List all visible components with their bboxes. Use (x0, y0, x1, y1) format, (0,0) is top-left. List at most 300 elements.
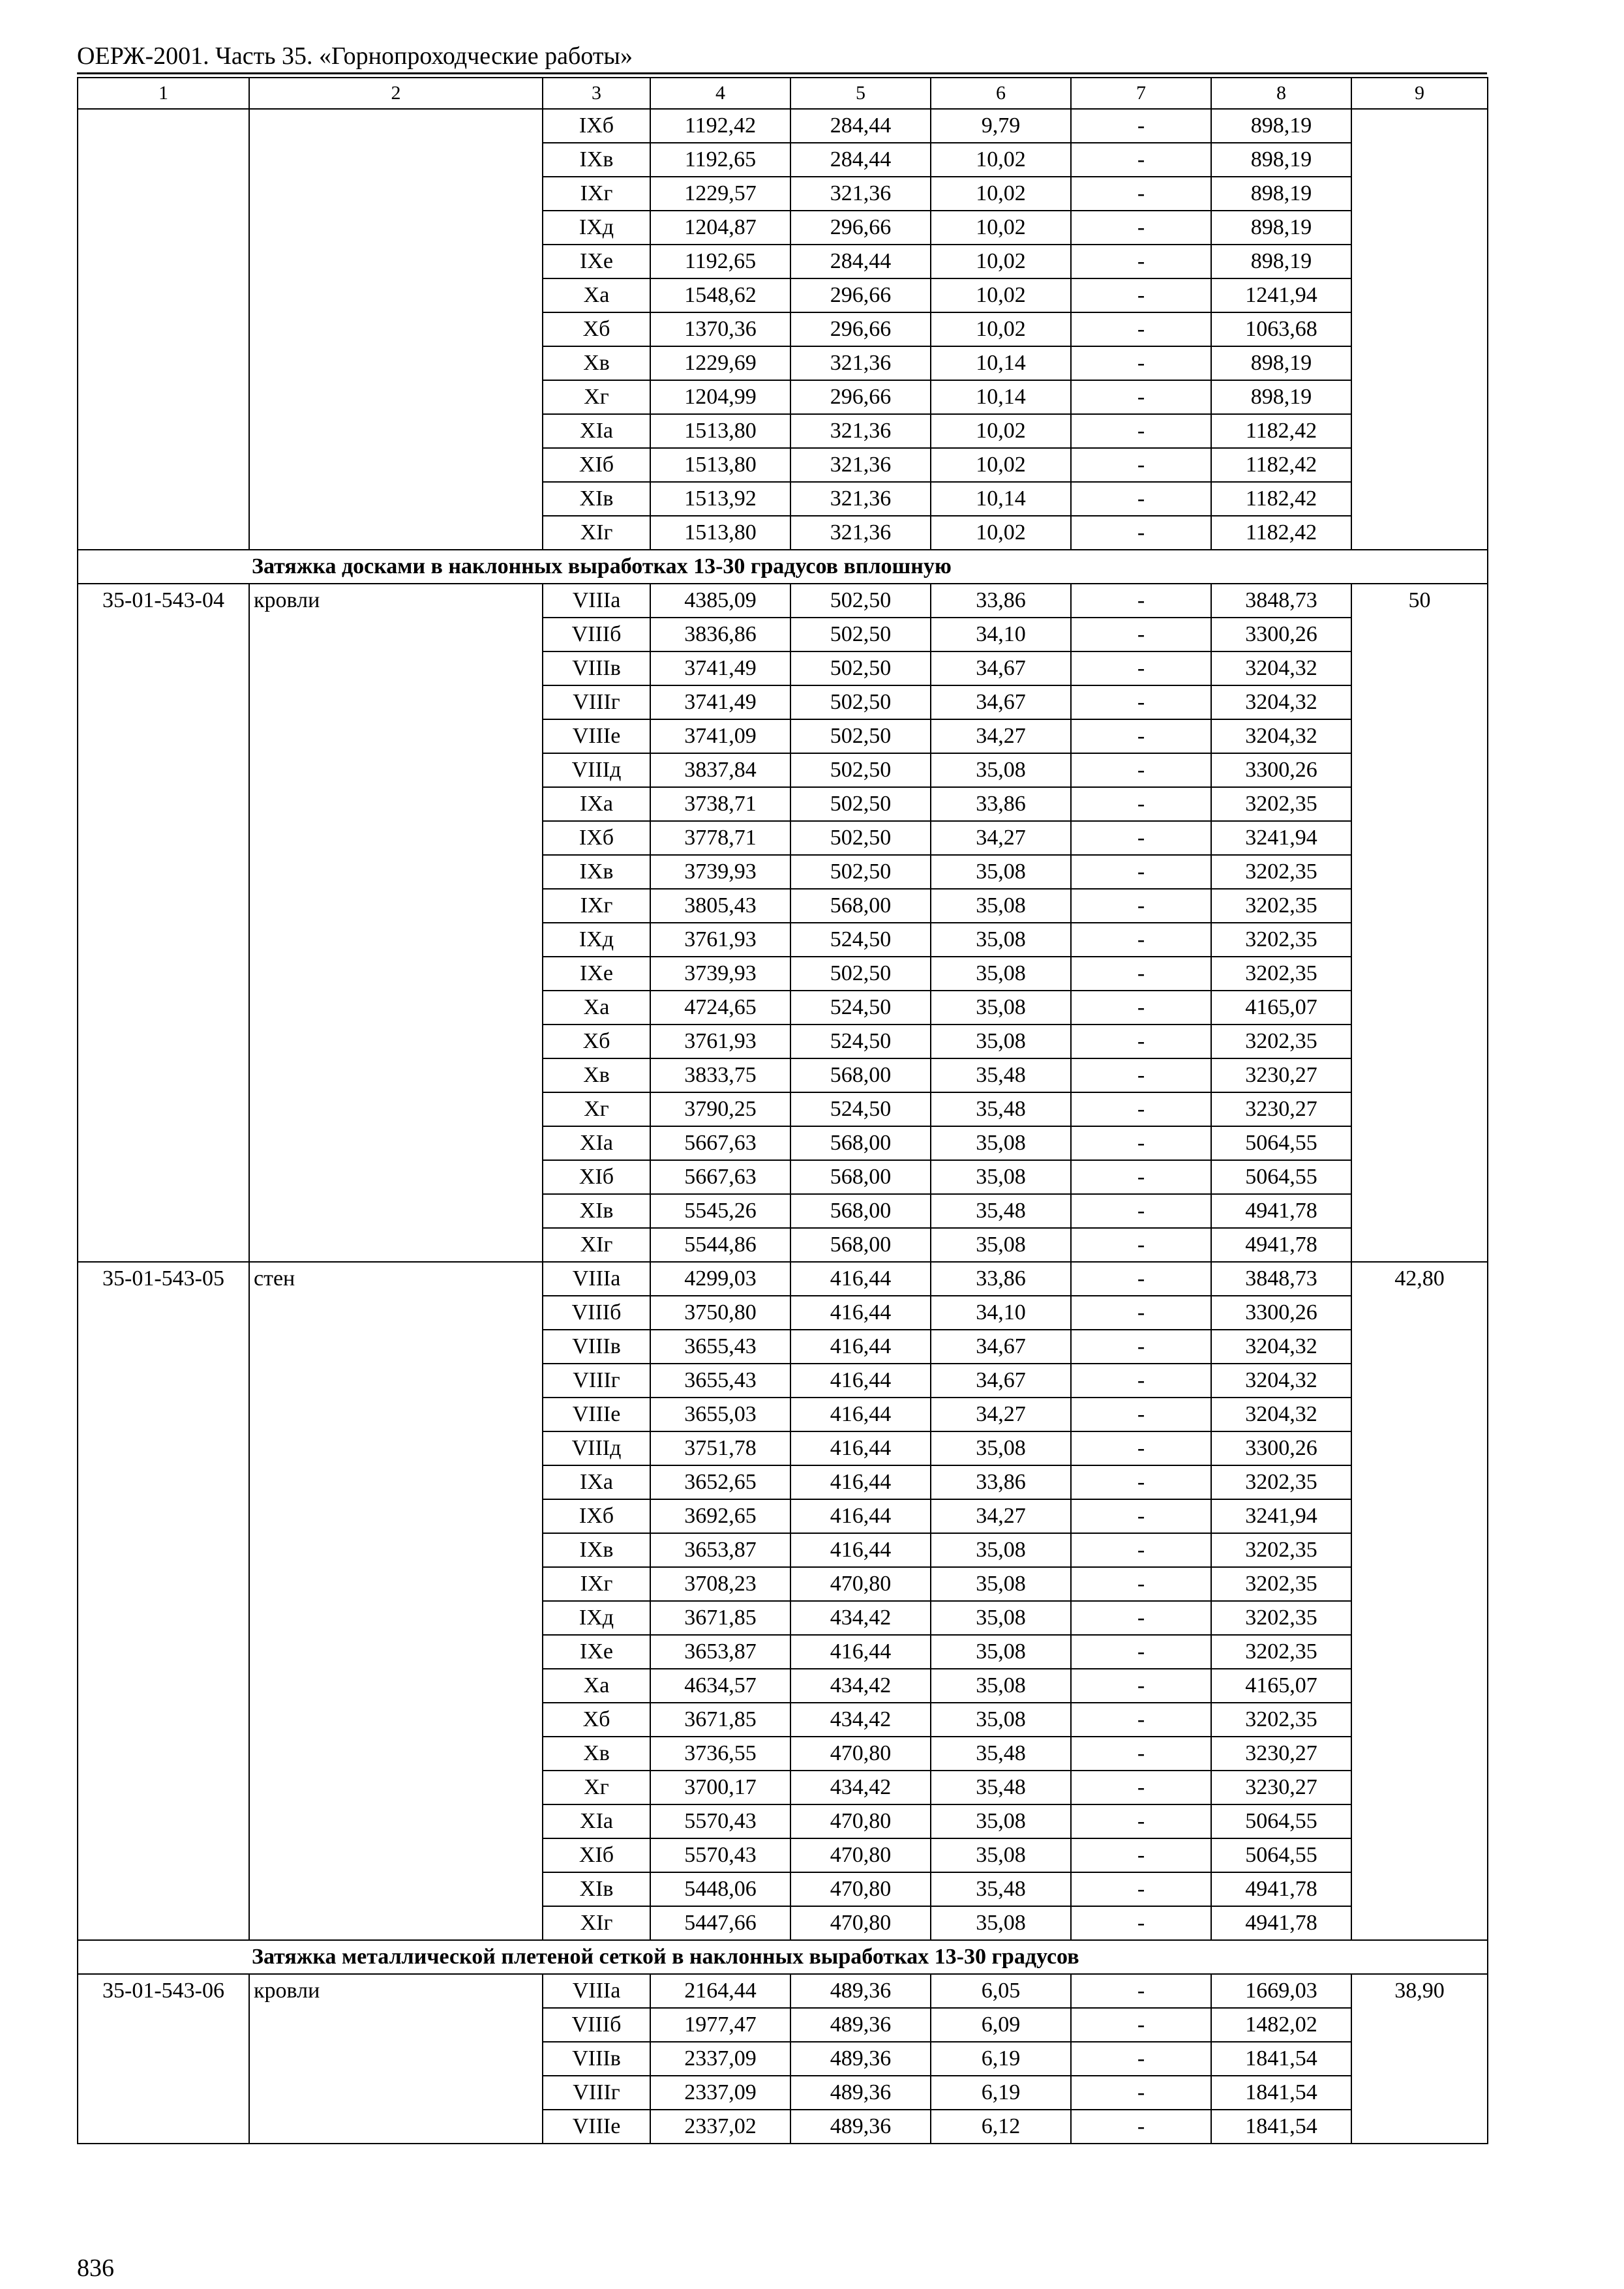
driver-wage: - (1071, 1804, 1211, 1838)
category: VIIIв (543, 1330, 650, 1364)
machine-operation: 10,14 (931, 482, 1071, 516)
section-row (78, 550, 1488, 584)
direct-costs: 4724,65 (650, 991, 790, 1025)
driver-wage: - (1071, 211, 1211, 245)
labor-wage: 502,50 (790, 685, 931, 719)
labor-wage: 489,36 (790, 2076, 931, 2110)
materials-cost: 3204,32 (1211, 719, 1351, 753)
direct-costs: 1204,87 (650, 211, 790, 245)
direct-costs: 3741,49 (650, 685, 790, 719)
materials-cost: 4165,07 (1211, 991, 1351, 1025)
labor-wage: 416,44 (790, 1262, 931, 1296)
materials-cost: 3202,35 (1211, 889, 1351, 923)
machine-operation: 35,08 (931, 1838, 1071, 1872)
driver-wage: - (1071, 923, 1211, 957)
direct-costs: 2164,44 (650, 1974, 790, 2008)
direct-costs: 3751,78 (650, 1431, 790, 1465)
direct-costs: 1370,36 (650, 312, 790, 346)
column-number-2: 2 (249, 78, 543, 109)
category: IXг (543, 1567, 650, 1601)
machine-operation: 35,48 (931, 1194, 1071, 1228)
category: XIв (543, 482, 650, 516)
category: VIIIе (543, 2110, 650, 2144)
labor-wage: 489,36 (790, 2110, 931, 2144)
driver-wage: - (1071, 1025, 1211, 1058)
category: XIг (543, 1906, 650, 1940)
table-row (78, 1262, 1488, 1296)
materials-cost: 3202,35 (1211, 1635, 1351, 1669)
labor-wage: 568,00 (790, 889, 931, 923)
driver-wage: - (1071, 957, 1211, 991)
driver-wage: - (1071, 1974, 1211, 2008)
category: VIIIе (543, 719, 650, 753)
driver-wage: - (1071, 448, 1211, 482)
driver-wage: - (1071, 312, 1211, 346)
direct-costs: 1229,57 (650, 177, 790, 211)
rate-code: 35-01-543-05 (78, 1262, 249, 1940)
direct-costs: 3833,75 (650, 1058, 790, 1092)
category: IXб (543, 821, 650, 855)
materials-cost: 898,19 (1211, 245, 1351, 278)
labor-wage: 434,42 (790, 1601, 931, 1635)
materials-cost: 3230,27 (1211, 1092, 1351, 1126)
materials-cost: 898,19 (1211, 109, 1351, 143)
direct-costs: 5570,43 (650, 1804, 790, 1838)
category: XIб (543, 1838, 650, 1872)
labor-wage: 502,50 (790, 719, 931, 753)
direct-costs: 3738,71 (650, 787, 790, 821)
direct-costs: 1192,65 (650, 143, 790, 177)
category: VIIIа (543, 584, 650, 618)
page-number: 836 (77, 2254, 114, 2282)
machine-operation: 35,08 (931, 957, 1071, 991)
direct-costs: 4385,09 (650, 584, 790, 618)
driver-wage: - (1071, 1092, 1211, 1126)
materials-cost: 1669,03 (1211, 1974, 1351, 2008)
category: VIIIв (543, 2042, 650, 2076)
materials-cost: 3204,32 (1211, 1364, 1351, 1398)
machine-operation: 10,02 (931, 211, 1071, 245)
materials-cost: 4941,78 (1211, 1228, 1351, 1262)
direct-costs: 3655,03 (650, 1398, 790, 1431)
category: VIIIд (543, 1431, 650, 1465)
category: IXе (543, 957, 650, 991)
category: XIв (543, 1194, 650, 1228)
labor-wage: 434,42 (790, 1669, 931, 1703)
labor-wage: 524,50 (790, 1025, 931, 1058)
category: IXг (543, 889, 650, 923)
direct-costs: 3761,93 (650, 1025, 790, 1058)
labor-wage: 524,50 (790, 923, 931, 957)
labor-wage: 470,80 (790, 1567, 931, 1601)
category: VIIIа (543, 1974, 650, 2008)
direct-costs: 3700,17 (650, 1771, 790, 1804)
machine-operation: 33,86 (931, 584, 1071, 618)
category: IXв (543, 143, 650, 177)
materials-cost: 1482,02 (1211, 2008, 1351, 2042)
machine-operation: 34,27 (931, 719, 1071, 753)
machine-operation: 10,14 (931, 346, 1071, 380)
category: XIа (543, 414, 650, 448)
driver-wage: - (1071, 991, 1211, 1025)
materials-cost: 5064,55 (1211, 1160, 1351, 1194)
materials-cost: 3230,27 (1211, 1737, 1351, 1771)
labor-wage: 434,42 (790, 1703, 931, 1737)
materials-cost: 3204,32 (1211, 1398, 1351, 1431)
machine-operation: 35,08 (931, 1703, 1071, 1737)
category: XIг (543, 516, 650, 550)
direct-costs: 1229,69 (650, 346, 790, 380)
materials-cost: 3848,73 (1211, 1262, 1351, 1296)
category: IXд (543, 1601, 650, 1635)
driver-wage: - (1071, 719, 1211, 753)
labor-wage: 416,44 (790, 1330, 931, 1364)
materials-cost: 3202,35 (1211, 1533, 1351, 1567)
driver-wage: - (1071, 889, 1211, 923)
machine-operation: 35,08 (931, 1804, 1071, 1838)
labor-wage: 489,36 (790, 2042, 931, 2076)
category: Xб (543, 1025, 650, 1058)
machine-operation: 33,86 (931, 787, 1071, 821)
labor-wage: 321,36 (790, 177, 931, 211)
category: IXд (543, 211, 650, 245)
machine-operation: 6,05 (931, 1974, 1071, 2008)
column-number-8: 8 (1211, 78, 1351, 109)
category: IXб (543, 109, 650, 143)
direct-costs: 3652,65 (650, 1465, 790, 1499)
materials-cost: 1841,54 (1211, 2076, 1351, 2110)
direct-costs: 1513,80 (650, 516, 790, 550)
column-number-4: 4 (650, 78, 790, 109)
category: VIIIб (543, 2008, 650, 2042)
direct-costs: 2337,09 (650, 2076, 790, 2110)
labor-wage: 416,44 (790, 1296, 931, 1330)
driver-wage: - (1071, 1601, 1211, 1635)
table-row (78, 109, 1488, 143)
column-number-5: 5 (790, 78, 931, 109)
machine-operation: 35,08 (931, 1025, 1071, 1058)
column-number-7: 7 (1071, 78, 1211, 109)
materials-cost: 3241,94 (1211, 821, 1351, 855)
machine-operation: 35,08 (931, 1160, 1071, 1194)
labor-wage: 502,50 (790, 753, 931, 787)
driver-wage: - (1071, 821, 1211, 855)
labor-wage: 296,66 (790, 380, 931, 414)
work-name: стен (249, 1262, 543, 1940)
direct-costs: 4299,03 (650, 1262, 790, 1296)
driver-wage: - (1071, 1635, 1211, 1669)
direct-costs: 3708,23 (650, 1567, 790, 1601)
driver-wage: - (1071, 618, 1211, 651)
category: IXа (543, 787, 650, 821)
machine-operation: 35,08 (931, 1126, 1071, 1160)
machine-operation: 33,86 (931, 1465, 1071, 1499)
direct-costs: 3671,85 (650, 1703, 790, 1737)
category: Xв (543, 346, 650, 380)
labor-wage: 416,44 (790, 1431, 931, 1465)
direct-costs: 1548,62 (650, 278, 790, 312)
machine-operation: 35,08 (931, 1669, 1071, 1703)
direct-costs: 1192,65 (650, 245, 790, 278)
rates-table-container (77, 77, 1487, 2144)
machine-operation: 35,08 (931, 1533, 1071, 1567)
driver-wage: - (1071, 1398, 1211, 1431)
labor-wage: 568,00 (790, 1126, 931, 1160)
direct-costs: 2337,09 (650, 2042, 790, 2076)
materials-cost: 898,19 (1211, 346, 1351, 380)
work-name: кровли (249, 584, 543, 1262)
direct-costs: 1204,99 (650, 380, 790, 414)
materials-cost: 3202,35 (1211, 923, 1351, 957)
direct-costs: 3741,49 (650, 651, 790, 685)
table-row (78, 584, 1488, 618)
machine-operation: 34,27 (931, 1398, 1071, 1431)
labor-wage: 416,44 (790, 1398, 931, 1431)
direct-costs: 3837,84 (650, 753, 790, 787)
driver-wage: - (1071, 2110, 1211, 2144)
driver-wage: - (1071, 855, 1211, 889)
machine-operation: 35,08 (931, 991, 1071, 1025)
machine-operation: 10,14 (931, 380, 1071, 414)
category: VIIIб (543, 1296, 650, 1330)
materials-cost: 4941,78 (1211, 1906, 1351, 1940)
category: Xа (543, 991, 650, 1025)
category: Xа (543, 278, 650, 312)
category: VIIIв (543, 651, 650, 685)
labor-wage: 416,44 (790, 1465, 931, 1499)
category: IXв (543, 1533, 650, 1567)
labor-wage: 321,36 (790, 482, 931, 516)
driver-wage: - (1071, 1872, 1211, 1906)
category: Xа (543, 1669, 650, 1703)
rate-code: 35-01-543-06 (78, 1974, 249, 2144)
category: IXд (543, 923, 650, 957)
driver-wage: - (1071, 1465, 1211, 1499)
column-number-9: 9 (1351, 78, 1488, 109)
driver-wage: - (1071, 278, 1211, 312)
direct-costs: 5544,86 (650, 1228, 790, 1262)
column-number-row (78, 78, 1488, 109)
direct-costs: 4634,57 (650, 1669, 790, 1703)
machine-operation: 10,02 (931, 414, 1071, 448)
labor-wage: 284,44 (790, 109, 931, 143)
driver-wage: - (1071, 1431, 1211, 1465)
driver-wage: - (1071, 1906, 1211, 1940)
rates-table (77, 77, 1488, 2144)
page-header: ОЕРЖ-2001. Часть 35. «Горнопроходческие работы» (77, 42, 633, 70)
direct-costs: 3836,86 (650, 618, 790, 651)
driver-wage: - (1071, 1737, 1211, 1771)
driver-wage: - (1071, 1058, 1211, 1092)
driver-wage: - (1071, 380, 1211, 414)
driver-wage: - (1071, 516, 1211, 550)
labor-wage: 502,50 (790, 618, 931, 651)
category: VIIIа (543, 1262, 650, 1296)
category: XIа (543, 1126, 650, 1160)
category: IXе (543, 1635, 650, 1669)
work-name (249, 109, 543, 550)
direct-costs: 3655,43 (650, 1364, 790, 1398)
materials-cost: 898,19 (1211, 177, 1351, 211)
category: IXб (543, 1499, 650, 1533)
machine-operation: 34,27 (931, 821, 1071, 855)
machine-operation: 34,27 (931, 1499, 1071, 1533)
machine-operation: 35,08 (931, 753, 1071, 787)
driver-wage: - (1071, 685, 1211, 719)
direct-costs: 3761,93 (650, 923, 790, 957)
materials-cost: 898,19 (1211, 143, 1351, 177)
materials-cost: 5064,55 (1211, 1804, 1351, 1838)
materials-cost: 3848,73 (1211, 584, 1351, 618)
machine-operation: 35,48 (931, 1092, 1071, 1126)
machine-operation: 35,48 (931, 1737, 1071, 1771)
direct-costs: 3692,65 (650, 1499, 790, 1533)
driver-wage: - (1071, 1499, 1211, 1533)
machine-operation: 10,02 (931, 245, 1071, 278)
category: Xв (543, 1058, 650, 1092)
driver-wage: - (1071, 1364, 1211, 1398)
labor-wage: 296,66 (790, 278, 931, 312)
materials-cost: 5064,55 (1211, 1126, 1351, 1160)
machine-operation: 35,08 (931, 855, 1071, 889)
materials-cost: 4165,07 (1211, 1669, 1351, 1703)
machine-operation: 6,12 (931, 2110, 1071, 2144)
driver-wage: - (1071, 651, 1211, 685)
driver-wage: - (1071, 1194, 1211, 1228)
machine-operation: 35,08 (931, 1567, 1071, 1601)
labor-wage: 296,66 (790, 211, 931, 245)
materials-cost: 3230,27 (1211, 1058, 1351, 1092)
labor-wage: 416,44 (790, 1499, 931, 1533)
labor-wage: 416,44 (790, 1635, 931, 1669)
driver-wage: - (1071, 1228, 1211, 1262)
direct-costs: 1513,92 (650, 482, 790, 516)
machine-operation: 6,19 (931, 2076, 1071, 2110)
materials-cost: 1841,54 (1211, 2042, 1351, 2076)
category: Xг (543, 380, 650, 414)
labor-wage: 502,50 (790, 651, 931, 685)
section-title: Затяжка металлической плетеной сеткой в наклонных выработках 13-30 градусов (78, 1940, 1488, 1974)
work-name: кровли (249, 1974, 543, 2144)
direct-costs: 5447,66 (650, 1906, 790, 1940)
materials-cost: 898,19 (1211, 211, 1351, 245)
labor-wage: 470,80 (790, 1838, 931, 1872)
materials-cost: 1841,54 (1211, 2110, 1351, 2144)
materials-cost: 3202,35 (1211, 1465, 1351, 1499)
column-number-1: 1 (78, 78, 249, 109)
driver-wage: - (1071, 1330, 1211, 1364)
direct-costs: 5667,63 (650, 1126, 790, 1160)
driver-wage: - (1071, 177, 1211, 211)
section-title: Затяжка досками в наклонных выработках 13-30 градусов вплошную (78, 550, 1488, 584)
direct-costs: 5570,43 (650, 1838, 790, 1872)
materials-cost: 3202,35 (1211, 1703, 1351, 1737)
materials-cost: 5064,55 (1211, 1838, 1351, 1872)
column-number-6: 6 (931, 78, 1071, 109)
driver-wage: - (1071, 1126, 1211, 1160)
driver-wage: - (1071, 2008, 1211, 2042)
machine-operation: 35,08 (931, 1228, 1071, 1262)
materials-cost: 4941,78 (1211, 1872, 1351, 1906)
labor-wage: 489,36 (790, 1974, 931, 2008)
direct-costs: 3750,80 (650, 1296, 790, 1330)
materials-cost: 1182,42 (1211, 516, 1351, 550)
direct-costs: 3739,93 (650, 957, 790, 991)
labor-wage: 321,36 (790, 346, 931, 380)
rate-code (78, 109, 249, 550)
materials-cost: 3202,35 (1211, 957, 1351, 991)
driver-wage: - (1071, 414, 1211, 448)
direct-costs: 5667,63 (650, 1160, 790, 1194)
machine-operation: 35,08 (931, 923, 1071, 957)
direct-costs: 3741,09 (650, 719, 790, 753)
labor-wage: 434,42 (790, 1771, 931, 1804)
direct-costs: 1192,42 (650, 109, 790, 143)
labor-wage: 524,50 (790, 1092, 931, 1126)
driver-wage: - (1071, 143, 1211, 177)
category: VIIIд (543, 753, 650, 787)
direct-costs: 1513,80 (650, 414, 790, 448)
labor-wage: 321,36 (790, 448, 931, 482)
driver-wage: - (1071, 1703, 1211, 1737)
rates-table-body (78, 78, 1488, 2144)
driver-wage: - (1071, 2076, 1211, 2110)
category: Xг (543, 1771, 650, 1804)
machine-operation: 10,02 (931, 177, 1071, 211)
machine-operation: 35,08 (931, 1601, 1071, 1635)
materials-cost: 3202,35 (1211, 1601, 1351, 1635)
category: VIIIе (543, 1398, 650, 1431)
driver-wage: - (1071, 1160, 1211, 1194)
labor-wage: 502,50 (790, 855, 931, 889)
driver-wage: - (1071, 1838, 1211, 1872)
machine-operation: 35,08 (931, 1431, 1071, 1465)
labor-wage: 568,00 (790, 1194, 931, 1228)
direct-costs: 3671,85 (650, 1601, 790, 1635)
labor-wage: 470,80 (790, 1737, 931, 1771)
machine-operation: 33,86 (931, 1262, 1071, 1296)
labor-wage: 502,50 (790, 821, 931, 855)
labor-wage: 470,80 (790, 1906, 931, 1940)
machine-operation: 9,79 (931, 109, 1071, 143)
header-rule (77, 72, 1487, 74)
category: Xг (543, 1092, 650, 1126)
direct-costs: 3653,87 (650, 1635, 790, 1669)
labor-wage: 296,66 (790, 312, 931, 346)
labor-wage: 502,50 (790, 957, 931, 991)
materials-cost: 3300,26 (1211, 1431, 1351, 1465)
machine-operation: 35,08 (931, 889, 1071, 923)
category: VIIIб (543, 618, 650, 651)
category: IXе (543, 245, 650, 278)
materials-cost: 3204,32 (1211, 651, 1351, 685)
driver-wage: - (1071, 1567, 1211, 1601)
driver-wage: - (1071, 787, 1211, 821)
materials-cost: 3202,35 (1211, 787, 1351, 821)
machine-operation: 35,08 (931, 1635, 1071, 1669)
labor-wage: 502,50 (790, 787, 931, 821)
direct-costs: 1513,80 (650, 448, 790, 482)
machine-operation: 10,02 (931, 516, 1071, 550)
labor-wage: 470,80 (790, 1872, 931, 1906)
labor-wage: 416,44 (790, 1533, 931, 1567)
materials-cost: 3230,27 (1211, 1771, 1351, 1804)
driver-wage: - (1071, 482, 1211, 516)
materials-cost: 3202,35 (1211, 1025, 1351, 1058)
category: IXв (543, 855, 650, 889)
direct-costs: 3805,43 (650, 889, 790, 923)
driver-wage: - (1071, 245, 1211, 278)
